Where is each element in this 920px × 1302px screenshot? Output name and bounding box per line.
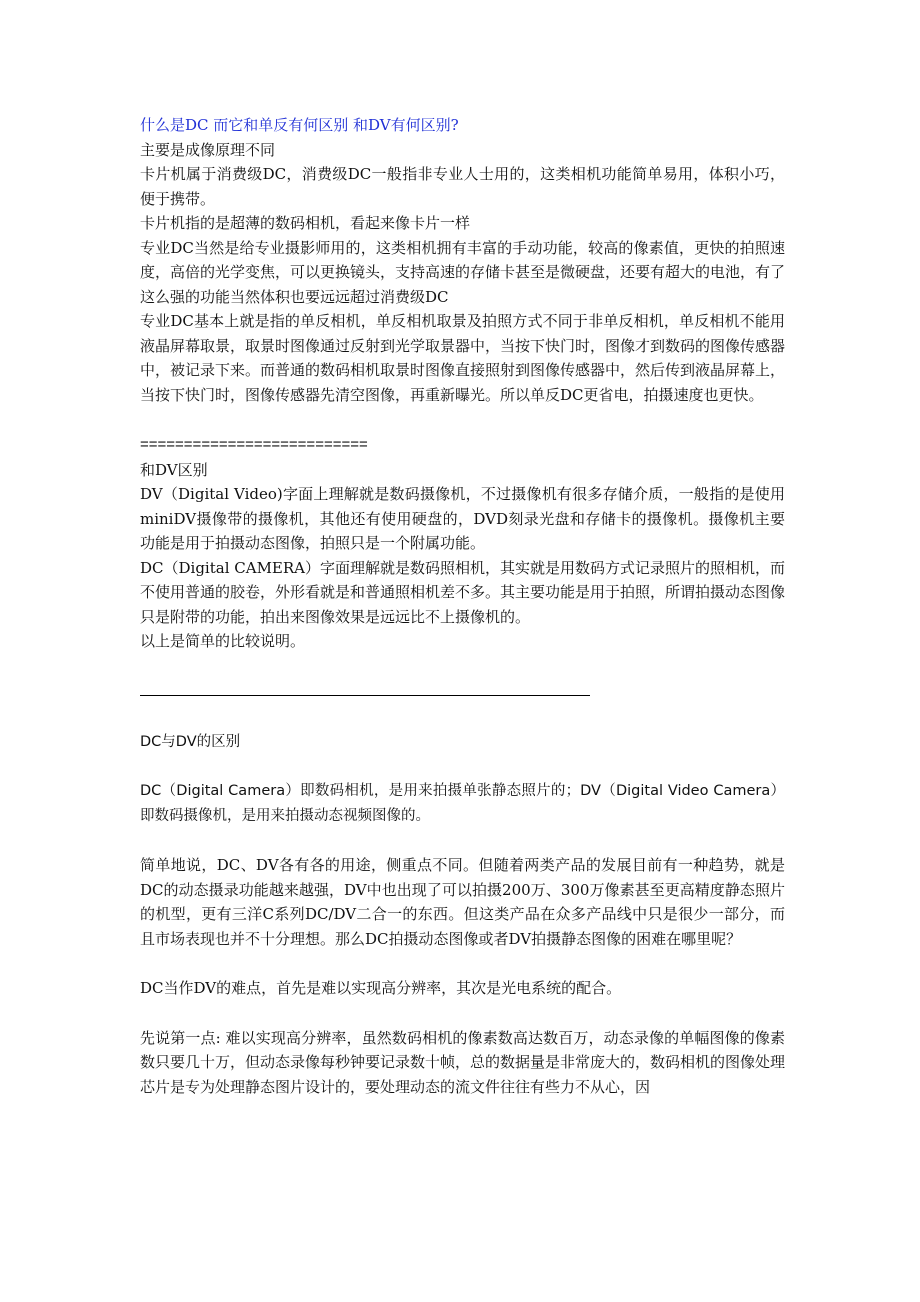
spacer [140, 1001, 785, 1026]
document-page [140, 113, 785, 1099]
paragraph-dslr: 专业DC基本上就是指的单反相机，单反相机取景及拍照方式不同于非单反相机，单反相机不能用液晶屏幕取景，取景时图像通过反射到光学取景器中，当按下快门时，图像才到数码的图像传感器中，被记录下来。而普通的数码相机取景时图像直接照射到图像传感器中，然后传到液晶屏幕上，当按下快门时，图像传感器先清空图像，再重新曝光。所以单反DC更省电，拍摄速度也更快。 [140, 312, 786, 404]
spacer [140, 828, 785, 853]
spacer [140, 654, 785, 695]
paragraph-trend: 简单地说，DC、DV各有各的用途，侧重点不同。但随着两类产品的发展目前有一种趋势，就是DC的动态摄录功能越来越强，DV中也出现了可以拍摄200万、300万像素甚至更高精度静态照片的机型，更有三洋C系列DC/DV二合一的东西。但这类产品在众多产品线中只是很少一部分，而且市场表现也并不十分理想。那么DC拍摄动态图像或者DV拍摄静态图像的困难在哪里呢？ [140, 856, 785, 948]
spacer [140, 754, 785, 779]
paragraph-dc-definition: DC（Digital CAMERA）字面理解就是数码照相机，其实就是用数码方式记录照片的照相机，而不使用普通的胶卷，外形看就是和普通照相机差不多。其主要功能是用于拍照，所谓拍摄动态图像只是附带的功能，拍出来图像效果是远远比不上摄像机的。 [140, 558, 786, 626]
paragraph-pro-dc: 专业DC当然是给专业摄影师用的，这类相机拥有丰富的手动功能，较高的像素值，更快的拍照速度，高倍的光学变焦，可以更换镜头，支持高速的存储卡甚至是微硬盘，还要有超大的电池，有了这么强的功能当然体积也要远远超过消费级DC [140, 238, 786, 306]
separator-line: ========================== [140, 436, 368, 453]
paragraph-first-point: 先说第一点: 难以实现高分辨率，虽然数码相机的像素数高达数百万，动态录像的单幅图像的像素数只要几十万，但动态录像每秒钟要记录数十帧，总的数据量是非常庞大的，数码相机的图像处理芯片是专为处理静态图片设计的，要处理动态的流文件往往有些力不从心，因 [140, 1028, 786, 1096]
paragraph-consumer-dc: 卡片机属于消费级DC，消费级DC一般指非专业人士用的，这类相机功能简单易用，体积小巧，便于携带。 [140, 165, 785, 208]
spacer [140, 951, 785, 976]
paragraph-dv-definition: DV（Digital Video)字面上理解就是数码摄像机，不过摄像机有很多存储介质，一般指的是使用miniDV摄像带的摄像机，其他还有使用硬盘的，DVD刻录光盘和存储卡的摄像机。摄像机主要功能是用于拍摄动态图像，拍照只是一个附属功能。 [140, 485, 785, 552]
dv-heading: 和DV区别 [140, 460, 208, 479]
document-title: 什么是DC 而它和单反有何区别 和DV有何区别? [140, 116, 459, 134]
paragraph-dc-dv-definition: DC（Digital Camera）即数码相机，是用来拍摄单张静态照片的；DV（Digital Video Camera）即数码摄像机，是用来拍摄动态视频图像的。 [140, 783, 785, 824]
paragraph-card-camera: 卡片机指的是超薄的数码相机，看起来像卡片一样 [140, 214, 471, 232]
section-heading-dc-dv: DC与DV的区别 [140, 733, 241, 750]
paragraph-summary: 以上是简单的比较说明。 [140, 632, 306, 650]
subtitle: 主要是成像原理不同 [140, 140, 276, 159]
paragraph-difficulty: DC当作DV的难点，首先是难以实现高分辨率，其次是光电系统的配合。 [140, 979, 622, 997]
spacer [140, 407, 785, 433]
spacer [140, 696, 785, 730]
